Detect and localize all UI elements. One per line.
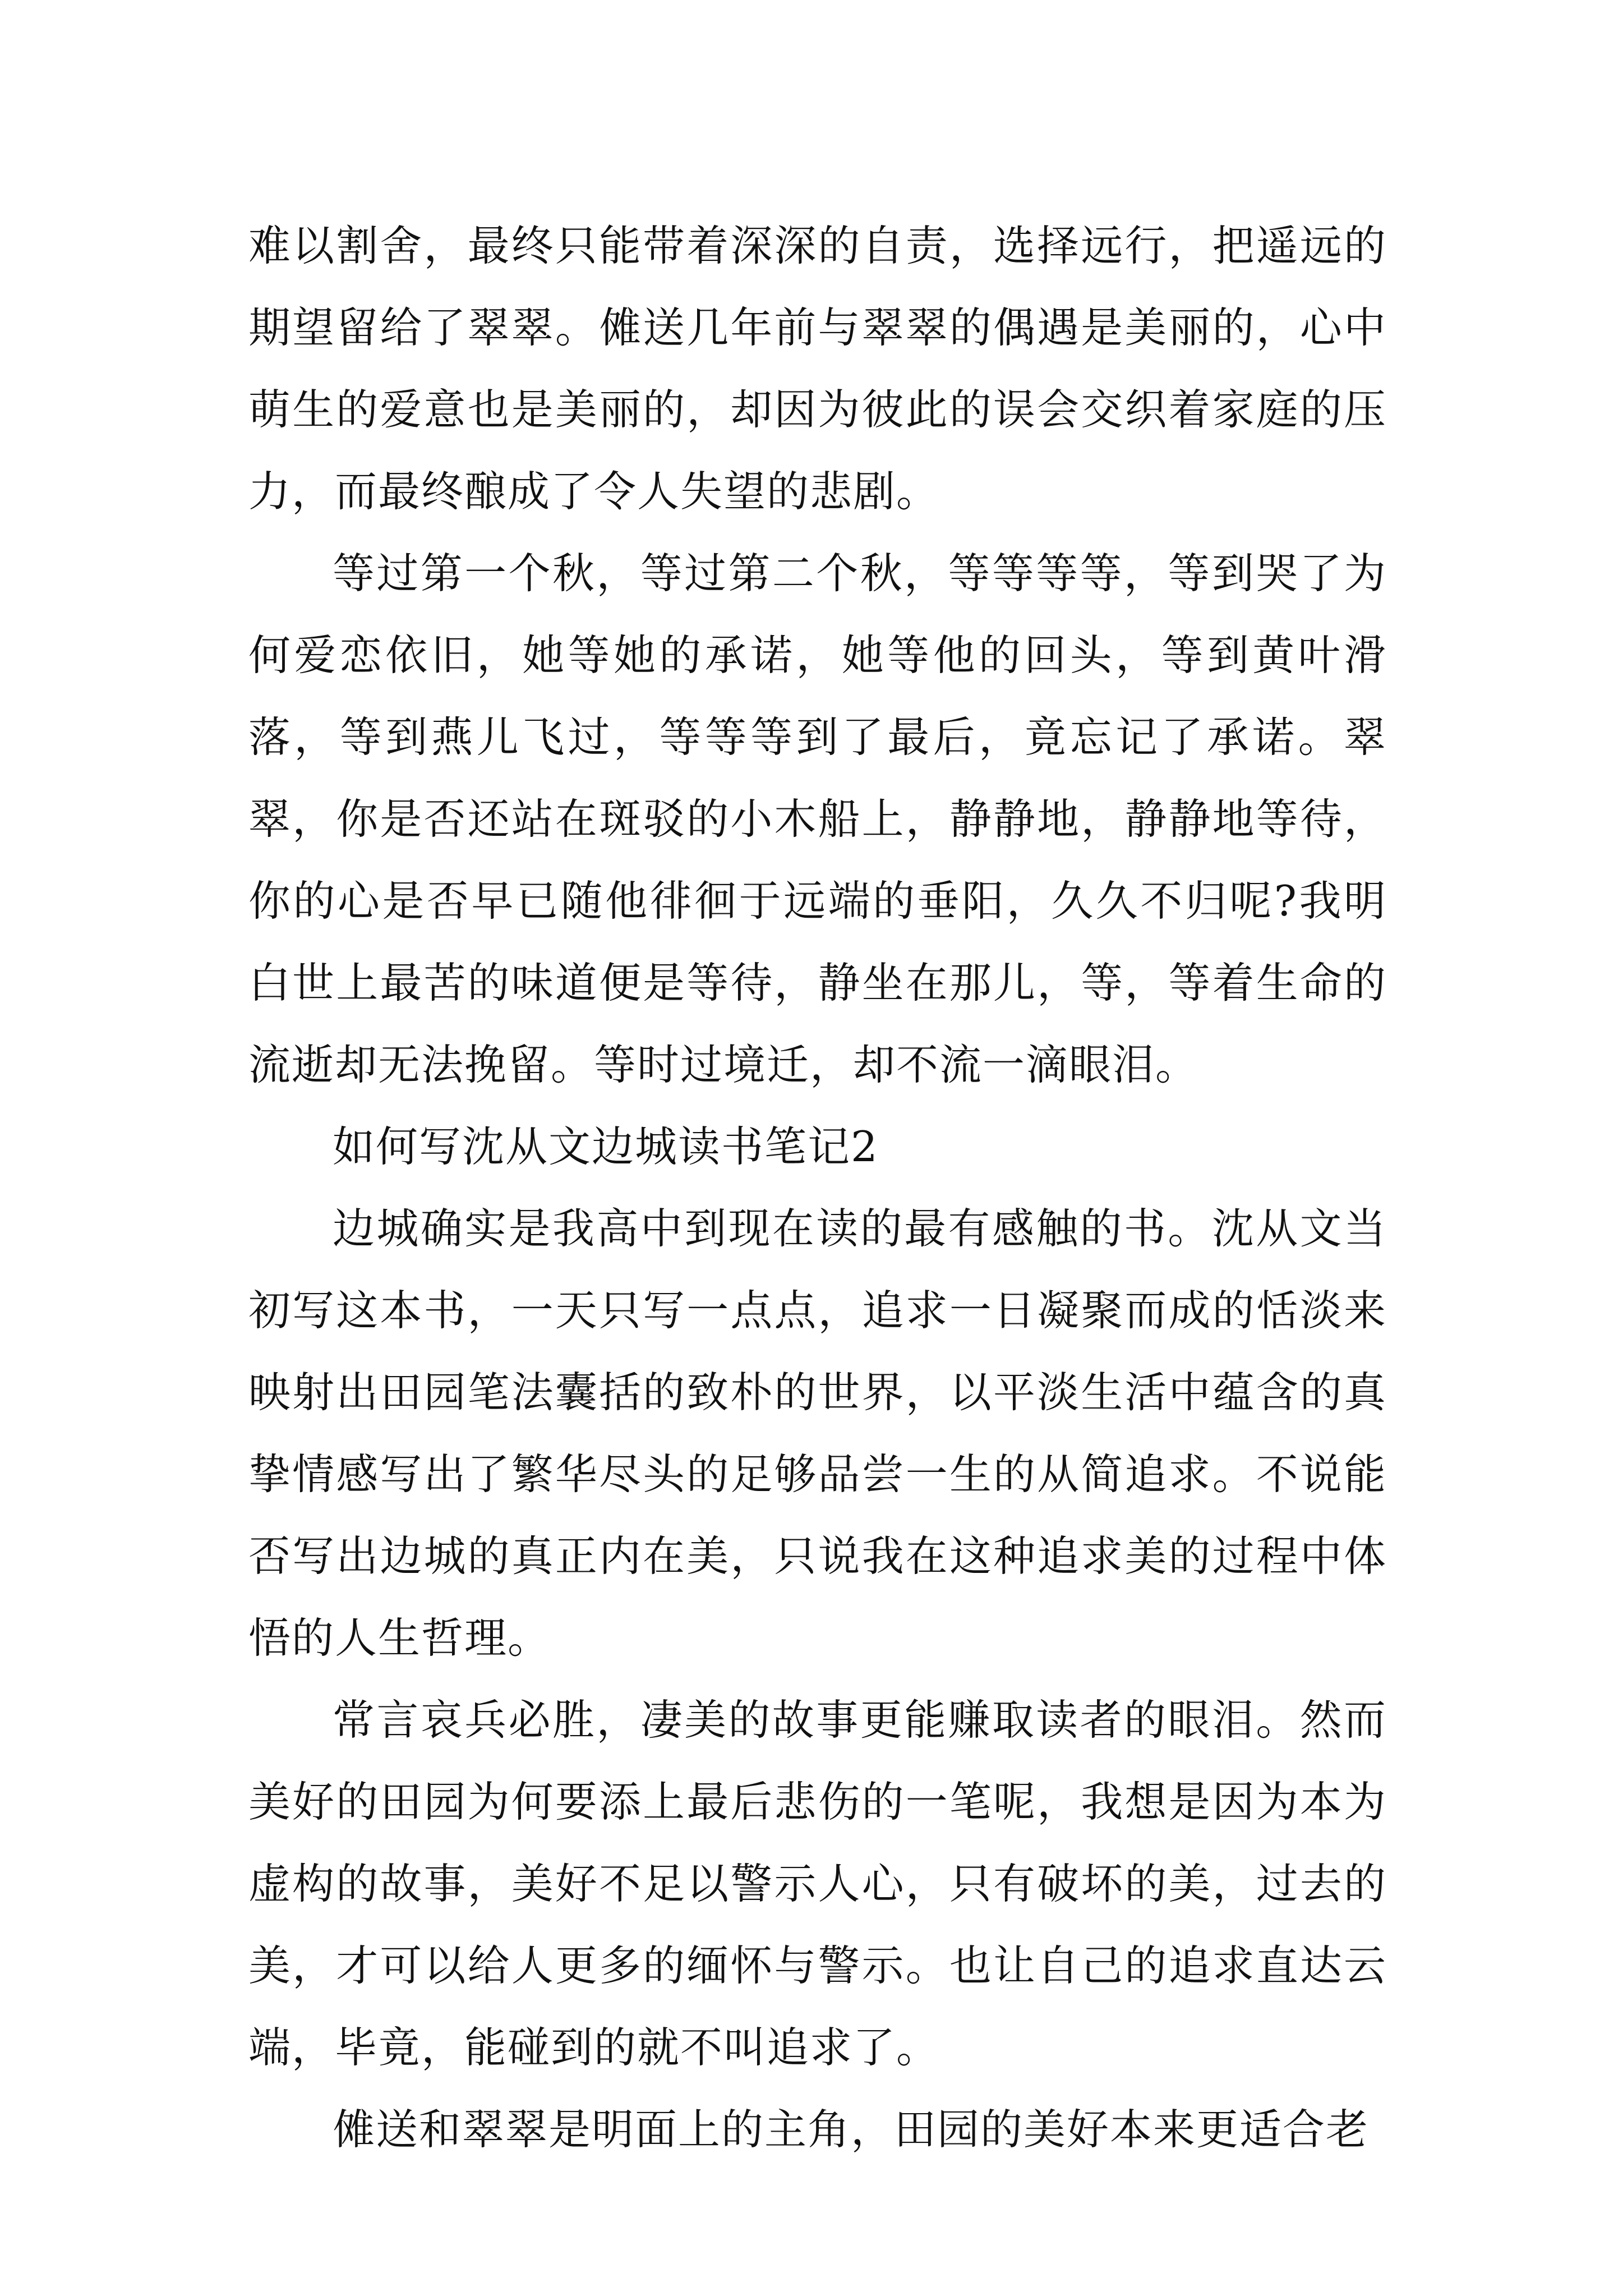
paragraph-waiting: 等过第一个秋，等过第二个秋，等等等等，等到哭了为何爱恋依旧，她等她的承诺，她等他的回头，等到黄叶滑落，等到燕儿飞过，等等等到了最后，竟忘记了承诺。翠翠，你是否还站在斑驳的小木船上，静静地，静静地等待，你的心是否早已随他徘徊于远端的垂阳，久久不归呢?我明白世上最苦的味道便是等待，静坐在那儿，等，等着生命的流逝却无法挽留。等时过境迁，却不流一滴眼泪。: [248, 549, 1387, 1089]
section-heading: 如何写沈从文边城读书笔记2: [333, 1122, 879, 1171]
paragraph-bian-cheng-intro: 边城确实是我高中到现在读的最有感触的书。沈从文当初写这本书，一天只写一点点，追求一日凝聚而成的恬淡来映射出田园笔法囊括的致朴的世界，以平淡生活中蕴含的真挚情感写出了繁华尽头的足够品尝一生的从简追求。不说能否写出边城的真正内在美，只说我在这种追求美的过程中体悟的人生哲理。: [248, 1204, 1387, 1663]
document-body: [248, 205, 1387, 2170]
paragraph-tragic-beauty: 常言哀兵必胜，凄美的故事更能赚取读者的眼泪。然而美好的田园为何要添上最后悲伤的一笔呢，我想是因为本为虚构的故事，美好不足以警示人心，只有破坏的美，过去的美，才可以给人更多的缅怀与警示。也让自己的追求直达云端，毕竟，能碰到的就不叫追求了。: [248, 1695, 1387, 2072]
paragraph-protagonists: 傩送和翠翠是明面上的主角，田园的美好本来更适合老: [333, 2105, 1370, 2154]
paragraph-continued: 难以割舍，最终只能带着深深的自责，选择远行，把遥远的期望留给了翠翠。傩送几年前与翠翠的偶遇是美丽的，心中萌生的爱意也是美丽的，却因为彼此的误会交织着家庭的压力，而最终酿成了令人失望的悲剧。: [248, 221, 1387, 516]
